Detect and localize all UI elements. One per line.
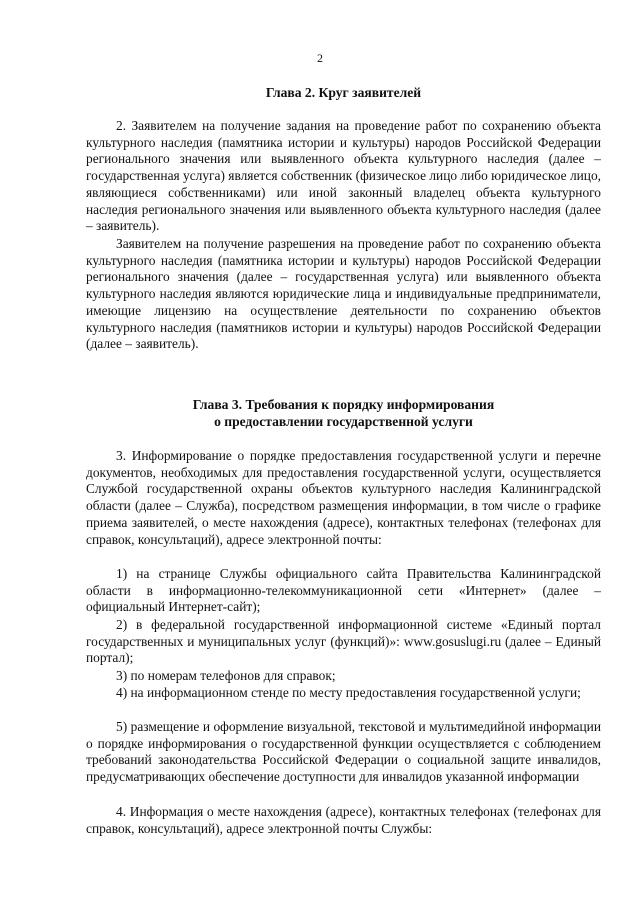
chapter-2-heading: Глава 2. Круг заявителей: [265, 85, 422, 100]
paragraph-2-continued: Заявителем на получение разрешения на проведение работ по сохранению объекта культурного наследия (памятника истории и культуры) народов Российской Федерации регионального значения (далее – государственная услуга) или выявленного объекта культурного наследия являются юридические лица и индивидуальные предприниматели, имеющие лицензию на осуществление деятельности по сохранению объектов культурного наследия (памятников истории и культуры) народов Российской Федерации (далее – заявитель).: [86, 236, 601, 352]
paragraph-3: 3. Информирование о порядке предоставления государственной услуги и перечне документов, необходимых для предоставления государственной услуги, осуществляется Службой государственной охраны объектов культурного наследия Калининградской области (далее – Служба), посредством размещения информации, в том числе о графике приема заявителей, о месте нахождения (адресе), контактных телефонах (телефонах для справок, консультаций), адресе электронной почты:: [86, 448, 601, 547]
paragraph-2: 2. Заявителем на получение задания на проведение работ по сохранению объекта культурного наследия (памятника истории и культуры) народов Российской Федерации регионального значения или выявленного объекта культурного наследия (далее – государственная услуга) является собственник (физическое лицо либо юридическое лицо, являющиеся собственниками) или иной законный владелец объекта культурного наследия регионального значения или выявленного объекта культурного наследия (далее – заявитель).: [86, 118, 601, 234]
list-item-5: 5) размещение и оформление визуальной, текстовой и мультимедийной информации о порядке информирования о государственной функции осуществляется с соблюдением требований законодательства Российской Федерации о социальной защите инвалидов, предусматривающих обеспечение доступности для инвалидов указанной информации: [86, 719, 601, 785]
chapter-3-heading-line2: о предоставлении государственной услуги: [214, 414, 473, 429]
list-item-3: 3) по номерам телефонов для справок;: [116, 668, 336, 683]
list-item-2: 2) в федеральной государственной информационной системе «Единый портал государственных и муниципальных услуг (функций)»: www.gosuslugi.ru (далее – Единый портал);: [86, 617, 601, 666]
page-number: 2: [317, 51, 323, 65]
list-item-1: 1) на странице Службы официального сайта Правительства Калининградской области в информационно-телекоммуникационной сети «Интернет» (далее – официальный Интернет-сайт);: [86, 566, 601, 615]
paragraph-4: 4. Информация о месте нахождения (адресе), контактных телефонах (телефонах для справок, консультаций), адресе электронной почты Службы:: [86, 804, 601, 836]
chapter-3-heading-line1: Глава 3. Требования к порядку информирования: [192, 397, 495, 412]
list-item-4: 4) на информационном стенде по месту предоставления государственной услуги;: [116, 685, 581, 700]
